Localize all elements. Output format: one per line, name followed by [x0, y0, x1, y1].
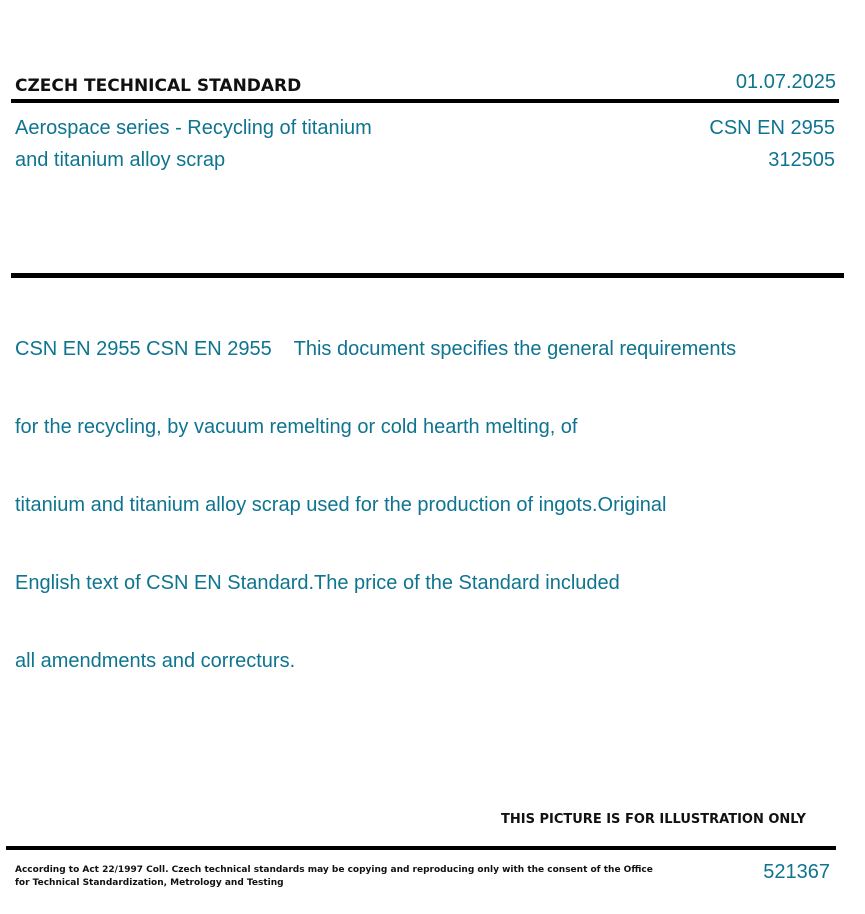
- legal-notice: [15, 864, 653, 890]
- legal-notice-line2: for Technical Standardization, Metrology and Testing: [15, 878, 284, 888]
- description-line5: all amendments and correcturs.: [15, 650, 296, 672]
- standard-identifiers: [709, 112, 835, 176]
- description-line4: English text of CSN EN Standard.The price of the Standard included: [15, 572, 620, 594]
- illustration-note: THIS PICTURE IS FOR ILLUSTRATION ONLY: [501, 812, 806, 827]
- standard-title: [15, 112, 372, 176]
- description-line2: for the recycling, by vacuum remelting or cold hearth melting, of: [15, 416, 578, 438]
- catalog-number: 312505: [768, 149, 835, 171]
- standard-title-line1: Aerospace series - Recycling of titanium: [15, 117, 372, 139]
- header-rule: [11, 99, 839, 103]
- footer-rule: [6, 846, 836, 850]
- title-rule: [11, 273, 844, 278]
- document-category: CZECH TECHNICAL STANDARD: [15, 76, 302, 96]
- standard-title-line2: and titanium alloy scrap: [15, 149, 226, 171]
- standard-code: CSN EN 2955: [709, 117, 835, 139]
- description-line3: titanium and titanium alloy scrap used for the production of ingots.Original: [15, 494, 667, 516]
- description-line1: CSN EN 2955 CSN EN 2955 This document specifies the general requirements: [15, 338, 737, 360]
- footer-number: 521367: [763, 861, 830, 883]
- legal-notice-line1: According to Act 22/1997 Coll. Czech technical standards may be copying and reproducing only with the consent of the Office: [15, 865, 653, 875]
- standard-description: [15, 287, 736, 700]
- publication-date: 01.07.2025: [735, 71, 836, 93]
